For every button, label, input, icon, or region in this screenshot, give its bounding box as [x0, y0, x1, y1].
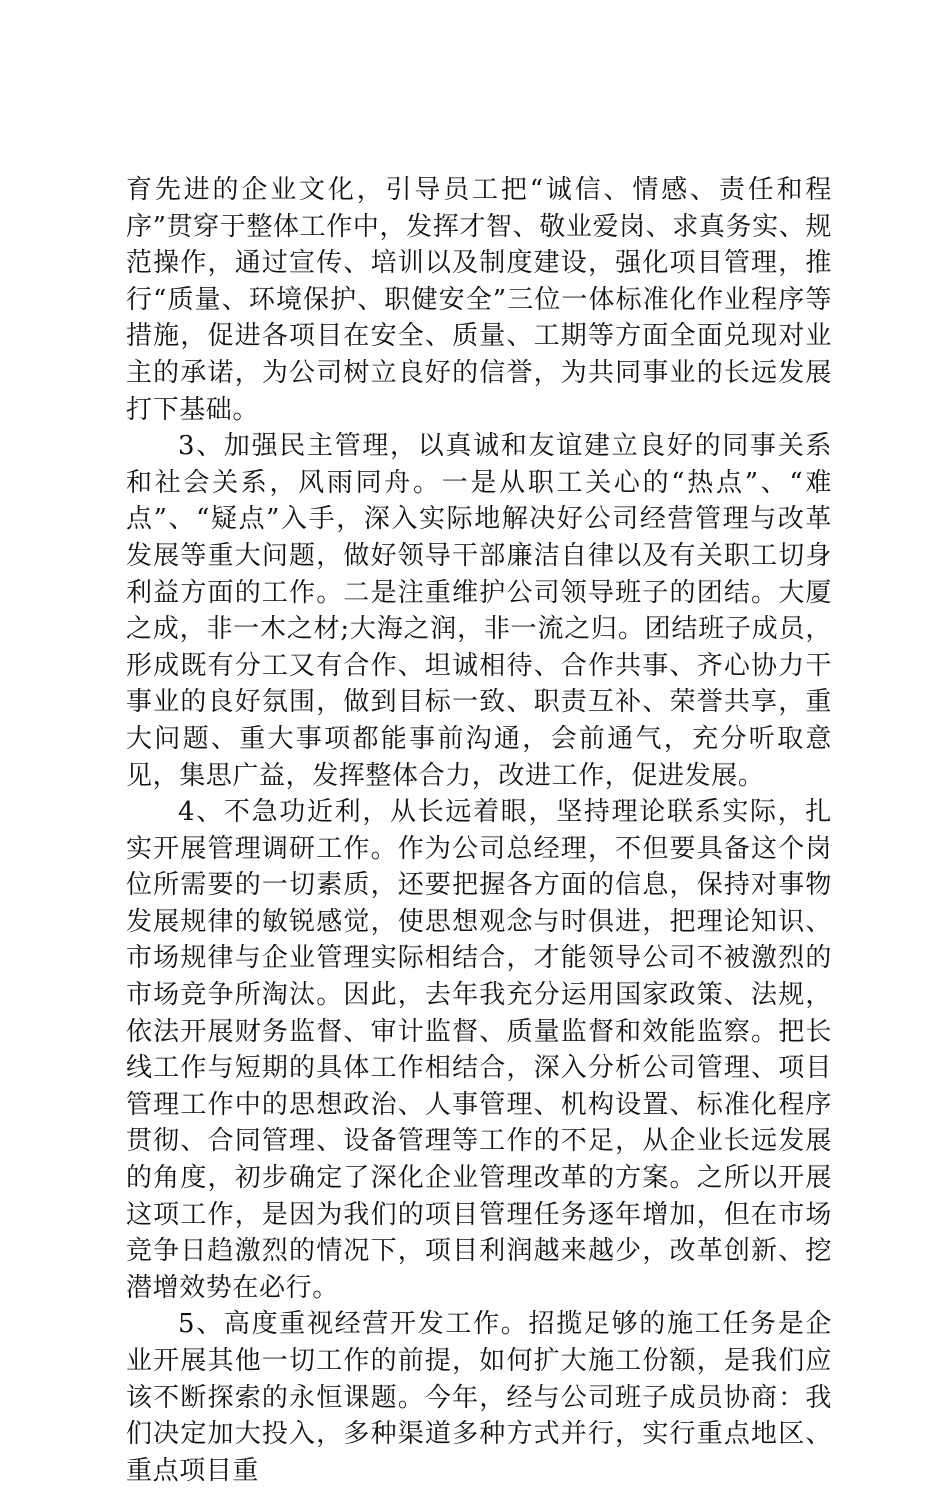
- paragraph-item-3: 3、加强民主管理，以真诚和友谊建立良好的同事关系和社会关系，风雨同舟。一是从职工关心的“热点”、“难点”、“疑点”入手，深入实际地解决好公司经营管理与改革发展等重大问题，做好领导干部廉洁自律以及有关职工切身利益方面的工作。二是注重维护公司领导班子的团结。大厦之成，非一木之材;大海之润，非一流之归。团结班子成员，形成既有分工又有合作、坦诚相待、合作共事、齐心协力干事业的良好氛围，做到目标一致、职责互补、荣誉共享，重大问题、重大事项都能事前沟通，会前通气，充分听取意见，集思广益，发挥整体合力，改进工作，促进发展。: [126, 431, 832, 791]
- document-body: [126, 172, 832, 1489]
- paragraph-item-5: 5、高度重视经营开发工作。招揽足够的施工任务是企业开展其他一切工作的前提，如何扩大施工份额，是我们应该不断探索的永恒课题。今年，经与公司班子成员协商：我们决定加大投入，多种渠道多种方式并行，实行重点地区、重点项目重: [126, 1309, 832, 1486]
- paragraph-continuation: 育先进的企业文化，引导员工把“诚信、情感、责任和程序”贯穿于整体工作中，发挥才智、敬业爱岗、求真务实、规范操作，通过宣传、培训以及制度建设，强化项目管理，推行“质量、环境保护、职健安全”三位一体标准化作业程序等措施，促进各项目在安全、质量、工期等方面全面兑现对业主的承诺，为公司树立良好的信誉，为共同事业的长远发展打下基础。: [126, 175, 832, 425]
- paragraph-item-4: 4、不急功近利，从长远着眼，坚持理论联系实际，扎实开展管理调研工作。作为公司总经理，不但要具备这个岗位所需要的一切素质，还要把握各方面的信息，保持对事物发展规律的敏锐感觉，使思想观念与时俱进，把理论知识、市场规律与企业管理实际相结合，才能领导公司不被激烈的市场竞争所淘汰。因此，去年我充分运用国家政策、法规，依法开展财务监督、审计监督、质量监督和效能监察。把长线工作与短期的具体工作相结合，深入分析公司管理、项目管理工作中的思想政治、人事管理、机构设置、标准化程序贯彻、合同管理、设备管理等工作的不足，从企业长远发展的角度，初步确定了深化企业管理改革的方案。之所以开展这项工作，是因为我们的项目管理任务逐年增加，但在市场竞争日趋激烈的情况下，项目利润越来越少，改革创新、挖潜增效势在必行。: [126, 797, 832, 1303]
